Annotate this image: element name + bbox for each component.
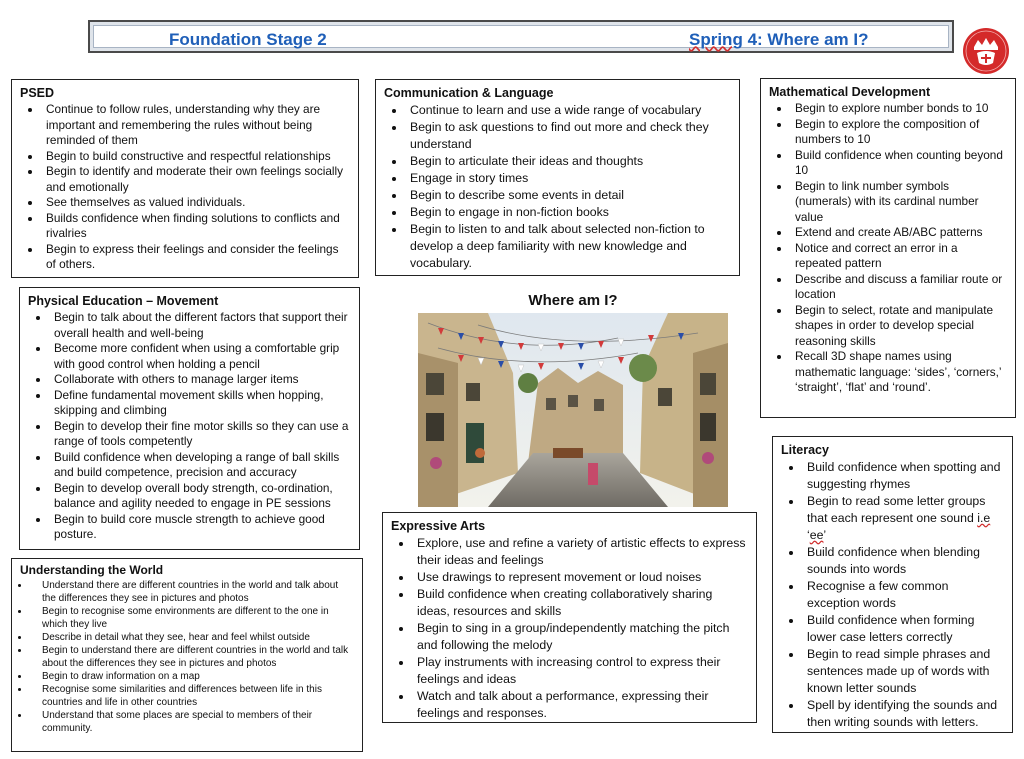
communication-title: Communication & Language — [384, 86, 554, 100]
list-item: • Build confidence when creating collaboratively sharing ideas, resources and skills — [413, 586, 748, 620]
list-item: • Define fundamental movement skills when hopping, skipping and climbing — [50, 388, 351, 419]
title-banner — [88, 20, 954, 53]
communication-list — [384, 102, 731, 272]
stage-title: Foundation Stage 2 — [169, 30, 327, 49]
list-item: • Begin to draw information on a map — [30, 670, 354, 683]
maths-list — [769, 101, 1007, 396]
list-item: • Extend and create AB/ABC patterns — [791, 225, 1007, 241]
arts-panel — [382, 512, 757, 723]
list-item: • Begin to explore the composition of numbers to 10 — [791, 117, 1007, 148]
list-item: • Begin to build constructive and respectful relationships — [42, 149, 350, 165]
list-item: • Explore, use and refine a variety of artistic effects to express their ideas and feelings — [413, 535, 748, 569]
list-item: • Build confidence when developing a range of ball skills and build competence, precision and accuracy — [50, 450, 351, 481]
list-item: • Begin to recognise some environments are different to the one in which they live — [30, 605, 354, 631]
list-item: • Spell by identifying the sounds and then writing sounds with letters. — [803, 697, 1004, 731]
list-item: • Understand that some places are special to members of their community. — [30, 709, 354, 735]
communication-panel — [375, 79, 740, 276]
literacy-list — [781, 459, 1004, 731]
list-item: • Begin to identify and moderate their own feelings socially and emotionally — [42, 164, 350, 195]
list-item: • Continue to learn and use a wide range of vocabulary — [406, 102, 731, 119]
list-item: • Begin to articulate their ideas and thoughts — [406, 153, 731, 170]
list-item: • Build confidence when forming lower case letters correctly — [803, 612, 1004, 646]
list-item: • Begin to talk about the different factors that support their overall health and well-being — [50, 310, 351, 341]
list-item: • Begin to explore number bonds to 10 — [791, 101, 1007, 117]
list-item: • Notice and correct an error in a repeated pattern — [791, 241, 1007, 272]
literacy-panel — [772, 436, 1013, 733]
psed-list — [20, 102, 350, 273]
list-item: • Use drawings to represent movement or loud noises — [413, 569, 748, 586]
literacy-title: Literacy — [781, 443, 829, 457]
list-item: • Begin to build core muscle strength to achieve good posture. — [50, 512, 351, 543]
title-banner-inner — [93, 25, 949, 48]
maths-panel — [760, 78, 1016, 418]
list-item: • Build confidence when counting beyond 10 — [791, 148, 1007, 179]
list-item: • Begin to ask questions to find out more and check they understand — [406, 119, 731, 153]
list-item: • Begin to develop overall body strength, co-ordination, balance and agility needed to engage in PE sessions — [50, 481, 351, 512]
where-heading: Where am I? — [528, 292, 618, 309]
list-item: • Begin to engage in non-fiction books — [406, 204, 731, 221]
maths-title: Mathematical Development — [769, 85, 931, 99]
list-item: • Build confidence when spotting and suggesting rhymes — [803, 459, 1004, 493]
list-item: • Become more confident when using a comfortable grip with good control when holding a pencil — [50, 341, 351, 372]
list-item: • Engage in story times — [406, 170, 731, 187]
psed-panel — [11, 79, 359, 278]
pe-title: Physical Education – Movement — [28, 294, 219, 308]
world-panel — [11, 558, 363, 752]
list-item: • Begin to read simple phrases and sentences made up of words with known letter sounds — [803, 646, 1004, 697]
literacy-text: Begin to read some letter groups that each represent one sound — [807, 494, 986, 525]
arts-title: Expressive Arts — [391, 519, 486, 533]
list-item: • Begin to describe some events in detail — [406, 187, 731, 204]
list-item: • Begin to listen to and talk about selected non-fiction to develop a deep familiarity with new knowledge and vocabulary. — [406, 221, 731, 272]
literacy-ee: ee — [809, 528, 824, 542]
list-item: • Builds confidence when finding solutions to conflicts and rivalries — [42, 211, 350, 242]
list-item: • Understand there are different countries in the world and talk about the differences they see in pictures and photos — [30, 579, 354, 605]
world-title: Understanding the World — [20, 563, 164, 577]
literacy-quote-close: ’ — [823, 528, 827, 542]
psed-title: PSED — [20, 86, 55, 100]
list-item: • Watch and talk about a performance, expressing their feelings and responses. — [413, 688, 748, 722]
pe-panel — [19, 287, 360, 550]
list-item: • Play instruments with increasing control to express their feelings and ideas — [413, 654, 748, 688]
list-item: • Build confidence when blending sounds into words — [803, 544, 1004, 578]
street-photo-icon — [418, 313, 728, 507]
list-item: • Begin to select, rotate and manipulate shapes in order to develop special reasoning skills — [791, 303, 1007, 350]
literacy-quote-open: ‘ — [807, 528, 810, 542]
list-item: • Collaborate with others to manage larger items — [50, 372, 351, 388]
arts-list — [391, 535, 748, 722]
list-item: • Begin to link number symbols (numerals) with its cardinal number value — [791, 179, 1007, 226]
list-item: • Begin to understand there are different countries in the world and talk about the differences they see in pictures and photos — [30, 644, 354, 670]
list-item — [803, 493, 1004, 544]
term-title-spring: Spring — [689, 30, 743, 49]
world-list — [20, 579, 354, 735]
list-item: • Describe and discuss a familiar route or location — [791, 272, 1007, 303]
list-item: • Recall 3D shape names using mathematic language: ‘sides’, ‘corners,’ ‘straight’, ‘flat’ and ‘round’. — [791, 349, 1007, 396]
list-item: • Recognise a few common exception words — [803, 578, 1004, 612]
list-item: • Describe in detail what they see, hear and feel whilst outside — [30, 631, 354, 644]
list-item: • Begin to sing in a group/independently matching the pitch and following the melody — [413, 620, 748, 654]
list-item: • Continue to follow rules, understanding why they are important and remembering the rules without being reminded of them — [42, 102, 350, 149]
literacy-ie: i.e — [977, 511, 991, 525]
list-item: • See themselves as valued individuals. — [42, 195, 350, 211]
list-item: • Recognise some similarities and differences between life in this countries and life in other countries — [30, 683, 354, 709]
pe-list — [28, 310, 351, 543]
term-title-rest: 4: Where am I? — [742, 30, 869, 49]
school-crest-icon — [962, 27, 1010, 75]
list-item: • Begin to develop their fine motor skills so they can use a range of tools competently — [50, 419, 351, 450]
list-item: • Begin to express their feelings and consider the feelings of others. — [42, 242, 350, 273]
term-title — [689, 30, 868, 50]
